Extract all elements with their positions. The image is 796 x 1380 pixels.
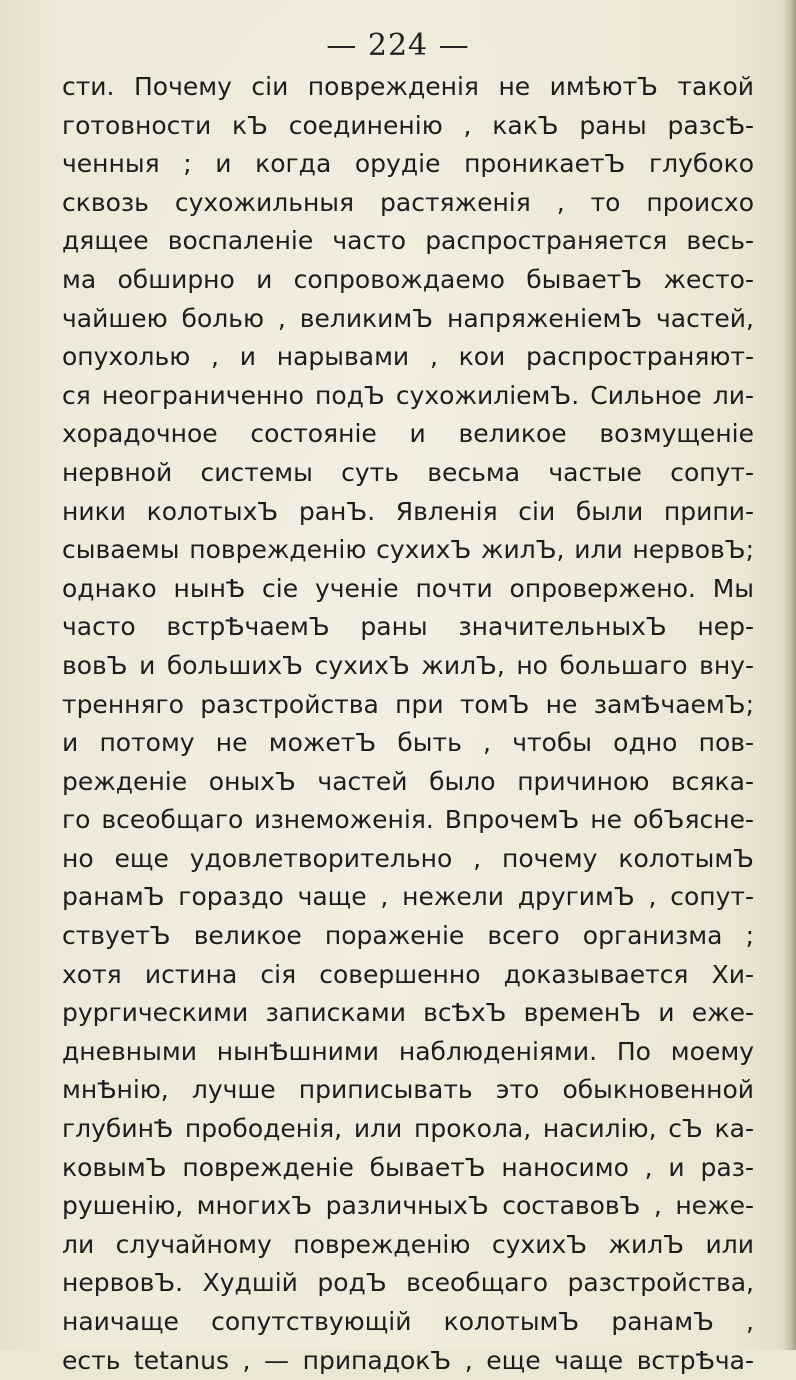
text-line: дневными нынѢшними наблюденіями. По моему	[62, 1036, 754, 1066]
text-line: глубинѢ прободенія, или прокола, насилію, сЪ ка-	[62, 1114, 754, 1144]
text-line: нервовЪ. Худшій родЪ всеобщаго разстройства,	[62, 1268, 754, 1298]
text-line: го всеобщаго изнеможенія. ВпрочемЪ не обЪясне-	[62, 805, 754, 835]
text-line: опухолью , и нарывами , кои распространяют-	[62, 342, 754, 372]
text-line: ковымЪ поврежденіе бываетЪ наносимо , и раз-	[62, 1152, 754, 1182]
text-line: ма обширно и сопровождаемо бываетЪ жесто-	[62, 264, 754, 294]
text-line: часто встрѢчаемЪ раны значительныхЪ нер-	[62, 612, 754, 642]
text-line: готовности кЪ соединенію , какЪ раны разсѢ-	[62, 110, 754, 140]
page-number: — 224 —	[326, 28, 470, 63]
text-line: но еще удовлетворительно , почему колотымЪ	[62, 843, 754, 873]
text-line: хотя истина сія совершенно доказывается Хи-	[62, 959, 754, 989]
text-line: ли случайному поврежденію сухихЪ жилЪ или	[62, 1229, 754, 1259]
page-edge-shadow	[782, 0, 796, 1350]
text-line: мнѢнію, лучше приписывать это обыкновенной	[62, 1075, 754, 1105]
text-line: рургическими записками всѢхЪ временЪ и еже-	[62, 998, 754, 1028]
text-line: вовЪ и большихЪ сухихЪ жилЪ, но большаго вну-	[62, 650, 754, 680]
text-line: ствуетЪ великое пораженіе всего организма ;	[62, 921, 754, 951]
text-line: режденіе оныхЪ частей было причиною всяка-	[62, 766, 754, 796]
text-line: ся неограниченно подЪ сухожиліемЪ. Сильное ли-	[62, 380, 754, 410]
text-line: однако нынѢ сіе ученіе почти опровержено. Мы	[62, 573, 754, 603]
text-line: сти. Почему сіи поврежденія не имѣютЪ такой	[62, 72, 754, 101]
text-line: дящее воспаленіе часто распространяется весь-	[62, 226, 754, 256]
text-line: ники колотыхЪ ранЪ. Явленія сіи были припи-	[62, 496, 754, 526]
text-line: сываемы поврежденію сухихЪ жилЪ, или нервовЪ;	[62, 535, 754, 565]
text-line: хорадочное состояніе и великое возмущеніе	[62, 419, 754, 449]
text-line: есть tetanus , — припадокЪ , еще чаще встрѢча-	[62, 1345, 754, 1375]
text-line: нервной системы суть весьма частые сопут-	[62, 457, 754, 487]
text-line: наичаще сопутствующій колотымЪ ранамЪ ,	[62, 1307, 754, 1336]
text-line: чайшею болью , великимЪ напряженіемЪ частей,	[62, 303, 754, 333]
text-line: ченныя ; и когда орудіе проникаетЪ глубоко	[62, 149, 754, 179]
body-text	[62, 68, 754, 1380]
text-line: ранамЪ гораздо чаще , нежели другимЪ , сопут-	[62, 882, 754, 912]
text-line: рушенію, многихЪ различныхЪ составовЪ , неже-	[62, 1191, 754, 1221]
text-line: и потому не можетЪ быть , чтобы одно пов-	[62, 728, 754, 758]
text-line: сквозь сухожильныя растяженія , то происхо	[62, 187, 754, 217]
text-line: тренняго разстройства при томЪ не замѢчаемЪ;	[62, 689, 754, 719]
